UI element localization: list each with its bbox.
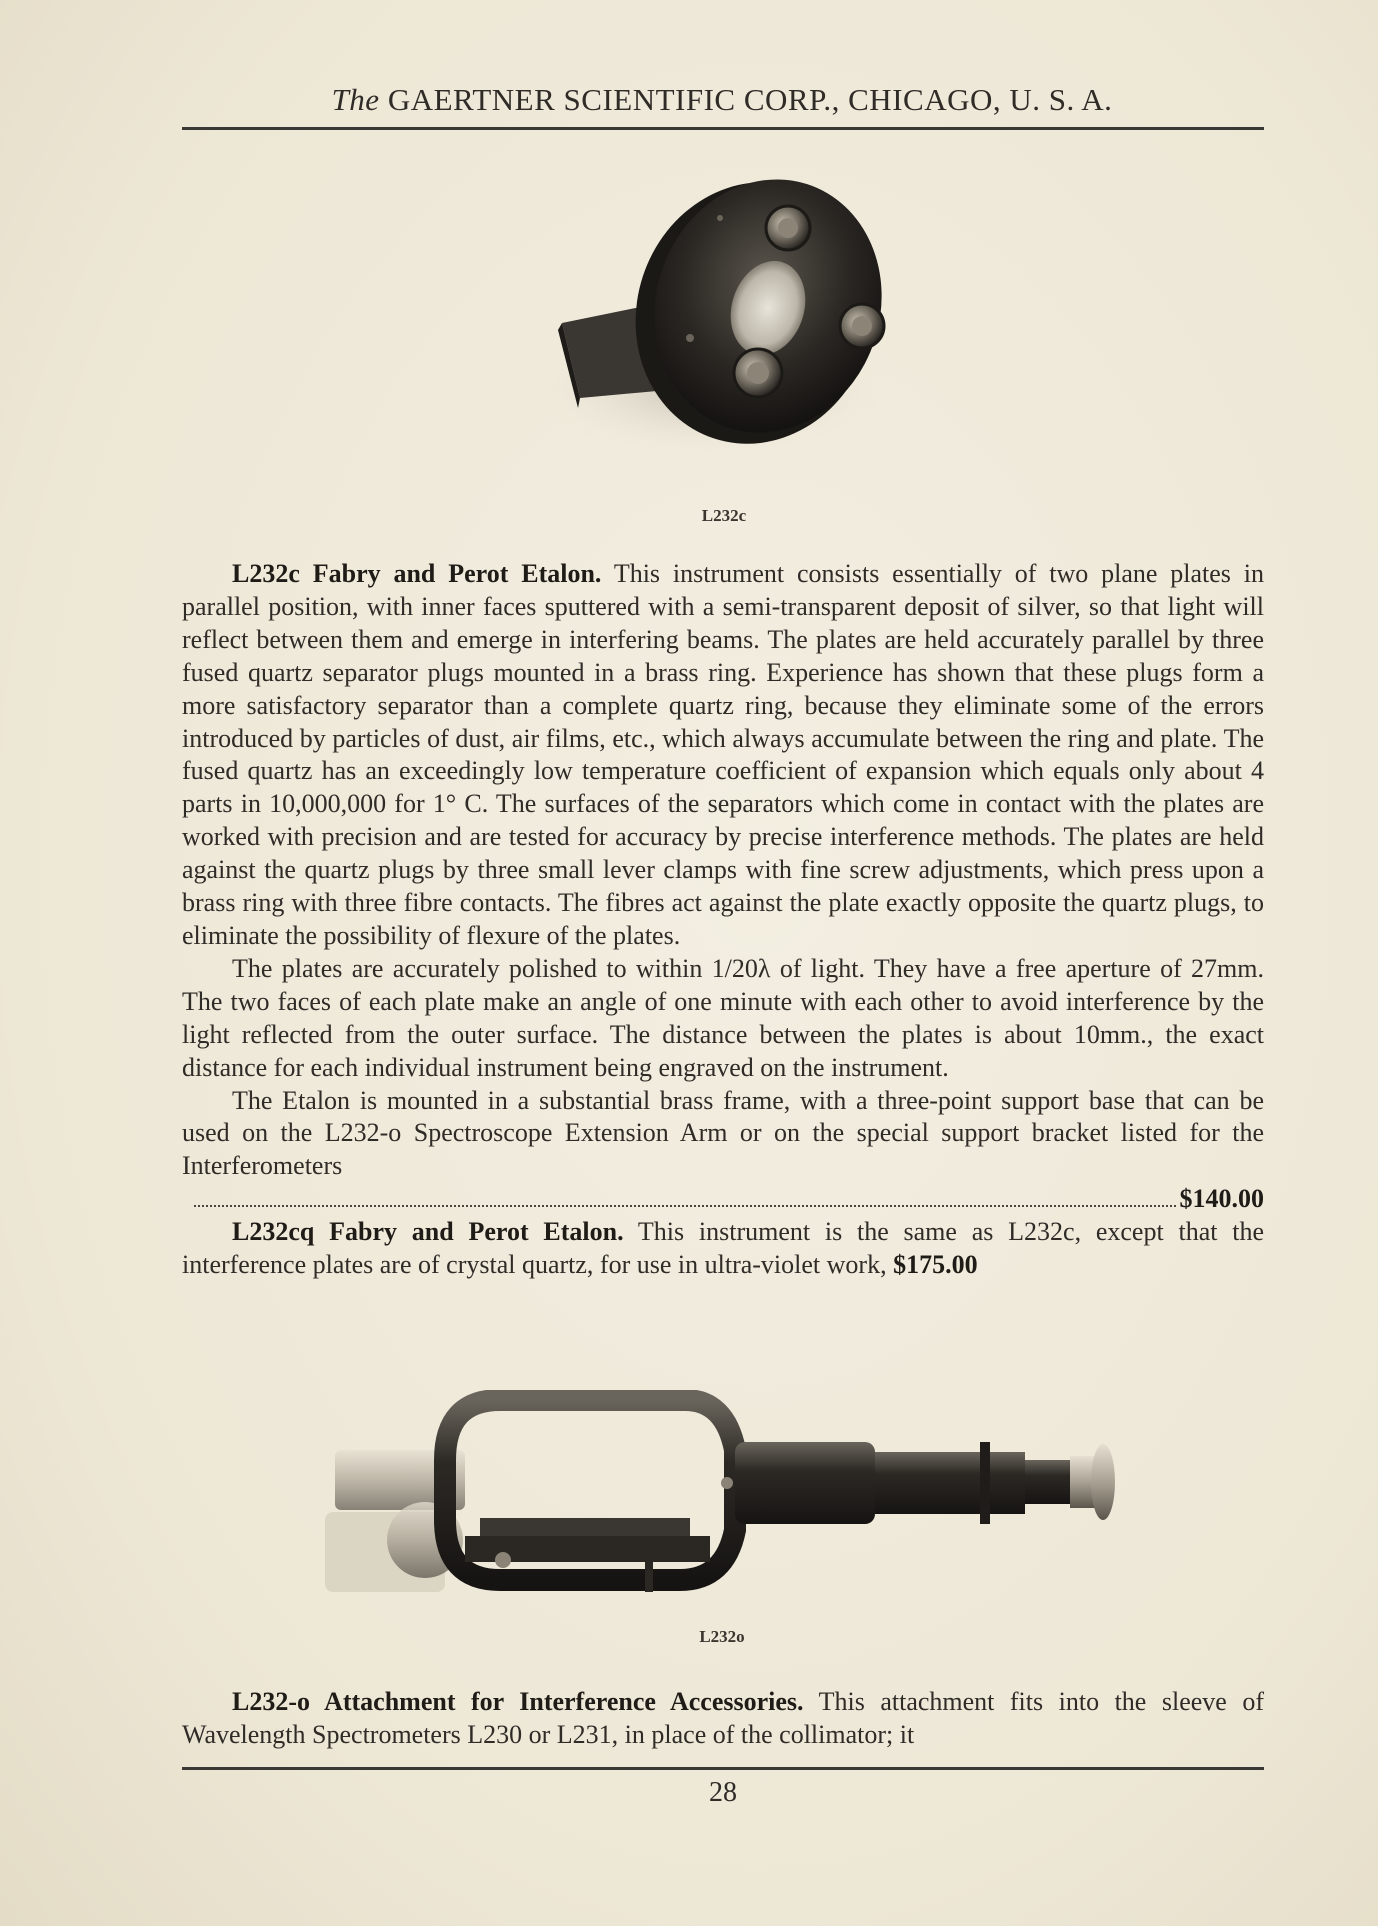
l232c-paragraph-2: The plates are accurately polished to within 1/20λ of light. They have a free aperture of 27mm. The two faces of each plate make an angle of one minute with each other to avoid interference by the light reflected from the outer surface. The distance between the plates is about 10mm., the exact distance for each individual instrument being engraved on the instrument. xyxy=(182,953,1264,1082)
l232c-section xyxy=(182,558,1264,1282)
l232c-paragraph-3 xyxy=(182,1085,1264,1184)
l232cq-price: $175.00 xyxy=(893,1250,978,1280)
l232cq-paragraph xyxy=(182,1216,1264,1282)
footer-rule xyxy=(182,1767,1264,1770)
l232o-paragraph xyxy=(182,1686,1264,1752)
page-number: 28 xyxy=(709,1777,737,1808)
etalon-illustration xyxy=(540,158,920,468)
l232cq-title: L232cq Fabry and Perot Etalon. xyxy=(232,1217,624,1247)
l232cq-text: This instrument is the same as L232c, except that the interference plates are of crystal quartz, for use in ultra-violet work, xyxy=(182,1217,1264,1280)
l232c-title: L232c Fabry and Perot Etalon. xyxy=(232,559,602,588)
l232c-paragraph-1 xyxy=(182,558,1264,953)
l232c-price-line xyxy=(182,1183,1264,1216)
attachment-illustration xyxy=(325,1390,1135,1620)
header-rule xyxy=(182,127,1264,130)
attachment-caption: L232o xyxy=(699,1627,745,1646)
page-header xyxy=(182,82,1262,118)
header-prefix: The xyxy=(331,82,380,117)
l232o-title: L232-o Attachment for Interference Accessories. xyxy=(232,1687,804,1716)
l232c-price: $140.00 xyxy=(1179,1184,1264,1214)
l232c-paragraph-3-text: The Etalon is mounted in a substantial brass frame, with a three-point support base that can be used on the L232-o Spectroscope Extension Arm or on the special support bracket listed for the Interferometers xyxy=(182,1085,1264,1181)
etalon-caption: L232c xyxy=(701,506,747,525)
attachment-photo xyxy=(325,1390,1135,1620)
etalon-photo xyxy=(540,158,920,468)
l232c-paragraph-1-text: This instrument consists essentially of two plane plates in parallel position, with inner faces sputtered with a semi-transparent deposit of silver, so that light will reflect between them and emerge in interfering beams. The plates are held accurately parallel by three fused quartz separator plugs mounted in a brass ring. Experience has shown that these plugs form a more satisfactory separator than a complete quartz ring, because they eliminate some of the errors introduced by particles of dust, air films, etc., which always accumulate between the ring and plate. The fused quartz has an exceedingly low temperature coefficient of expansion which equals only about 4 parts in 10,000,000 for 1° C. The surfaces of the separators which come in contact with the plates are worked with precision and are tested for accuracy by precise interference methods. The plates are held against the quartz plugs by three small lever clamps with fine screw adjustments, which press upon a brass ring with three fibre contacts. The fibres act against the plate exactly opposite the quartz plugs, to eliminate the possibility of flexure of the plates. xyxy=(182,559,1265,950)
l232o-section xyxy=(182,1686,1264,1752)
header-title: GAERTNER SCIENTIFIC CORP., CHICAGO, U. S. A. xyxy=(387,82,1113,117)
leader-dots xyxy=(194,1205,1176,1207)
l232o-text: This attachment fits into the sleeve of Wavelength Spectrometers L230 or L231, in place of the collimator; it xyxy=(182,1687,1264,1749)
